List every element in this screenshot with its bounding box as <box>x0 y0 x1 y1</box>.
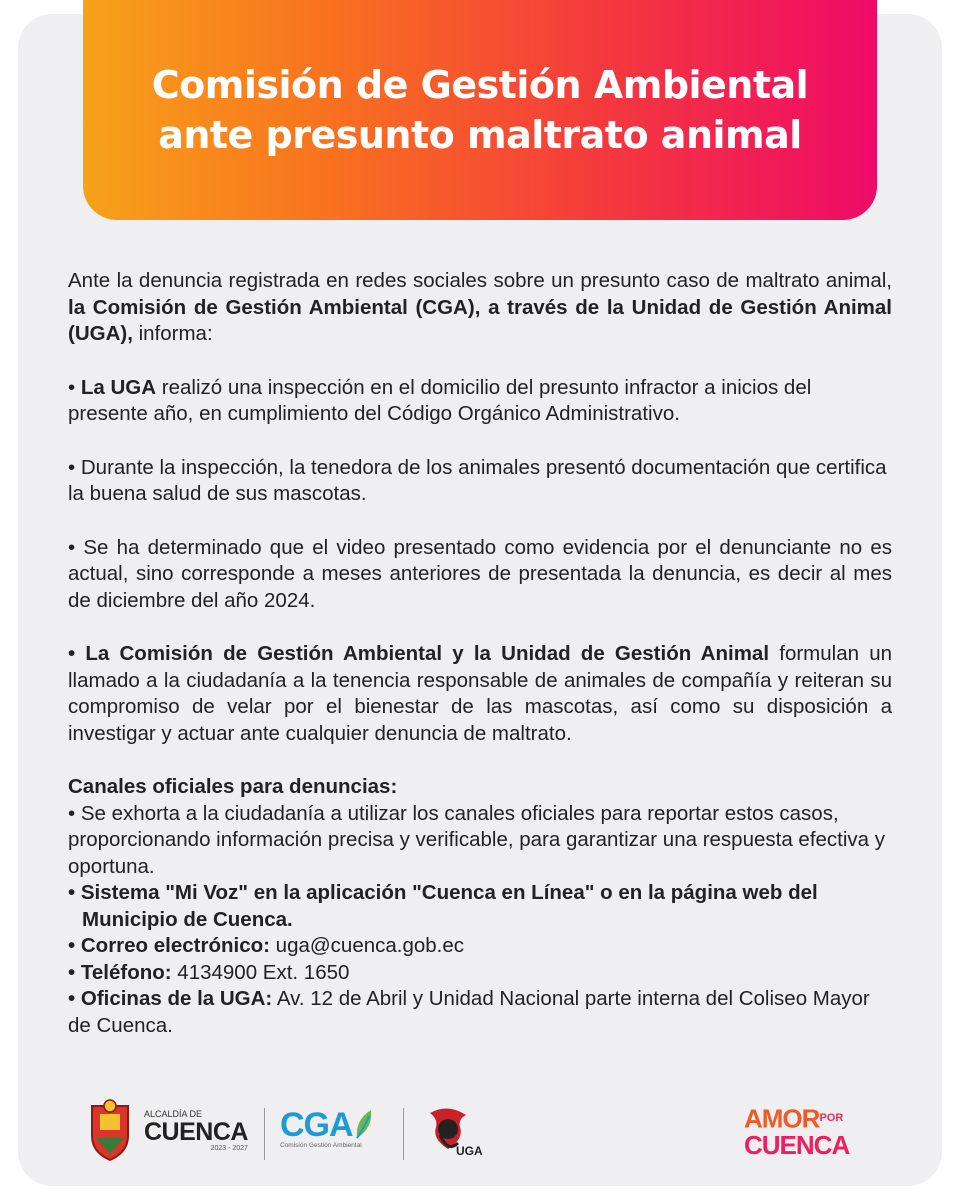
email-value: uga@cuenca.gob.ec <box>269 934 465 957</box>
cga-subtitle: Comisión Gestión Ambiental <box>280 1142 362 1149</box>
channels-heading: Canales oficiales para denuncias: <box>68 775 398 798</box>
svg-text:UGA: UGA <box>456 1144 483 1158</box>
channel-phone: • Teléfono: 4134900 Ext. 1650 <box>68 960 350 984</box>
amor-por-cuenca-logo: $AMOR^{POR}$ CUENCA <box>744 1103 850 1161</box>
bullet-video-evidence: • Se ha determinado que el video presentado como evidencia por el denunciante no es actual, sino corresponde a meses anteriores de presentada la denuncia, es decir al mes de diciembre del año 2024. <box>68 535 892 612</box>
footer-logos <box>0 1090 960 1170</box>
alcaldia-small-text: ALCALDÍA DE <box>144 1108 203 1119</box>
footer-divider <box>264 1108 265 1160</box>
title-banner <box>83 0 877 220</box>
footer-divider <box>403 1108 404 1160</box>
cga-text: CGA <box>280 1106 353 1144</box>
title-line-1: Comisión de Gestión Ambiental <box>151 63 809 107</box>
statement-body <box>68 268 892 1039</box>
bullet-inspection: • La UGA realizó una inspección en el domicilio del presunto infractor a inicios del presente año, en cumplimiento del Código Orgánico Administrativo. <box>68 375 812 425</box>
cga-logo <box>280 1108 375 1149</box>
channels-exhort: • Se exhorta a la ciudadanía a utilizar los canales oficiales para reportar estos casos, proporcionando información precisa y verificable, para garantizar una respuesta efectiva y oportuna. <box>68 801 886 878</box>
alcaldia-years: 2023 - 2027 <box>210 1144 248 1152</box>
channel-email: • Correo electrónico: uga@cuenca.gob.ec <box>68 934 465 957</box>
alcaldia-city-text: CUENCA <box>144 1117 248 1146</box>
intro-paragraph: Ante la denuncia registrada en redes sociales sobre un presunto caso de maltrato animal, la Comisión de Gestión Ambiental (CGA), a través de la Unidad de Gestión Animal (UGA), informa: <box>68 269 892 345</box>
phone-value: 4134900 Ext. 1650 <box>171 960 350 984</box>
channel-mi-voz: • Sistema "Mi Voz" en la aplicación "Cuenca en Línea" o en la página web del Municipio de Cuenca. <box>68 881 818 931</box>
bullet-call-to-citizens: • La Comisión de Gestión Ambiental y la Unidad de Gestión Animal formulan un llamado a la ciudadanía a la tenencia responsable de animales de compañía y reiteran su compromiso de velar por el bienestar de las mascotas, así como su disposición a investigar y actuar ante cualquier denuncia de maltrato. <box>68 642 893 745</box>
bullet-documentation: • Durante la inspección, la tenedora de los animales presentó documentación que certifica la buena salud de sus mascotas. <box>68 455 887 505</box>
page-title <box>152 60 808 160</box>
cuenca-crest-icon <box>86 1098 134 1162</box>
alcaldia-logo <box>86 1098 248 1162</box>
channel-offices: • Oficinas de la UGA: Av. 12 de Abril y Unidad Nacional parte interna del Coliseo Mayor de Cuenca. <box>68 987 870 1037</box>
uga-logo-icon <box>418 1105 483 1161</box>
title-line-2: ante presunto maltrato animal <box>158 113 802 157</box>
offices-value: Av. 12 de Abril y Unidad Nacional parte interna del Coliseo Mayor de Cuenca. <box>68 987 870 1037</box>
leaf-icon <box>353 1108 375 1142</box>
